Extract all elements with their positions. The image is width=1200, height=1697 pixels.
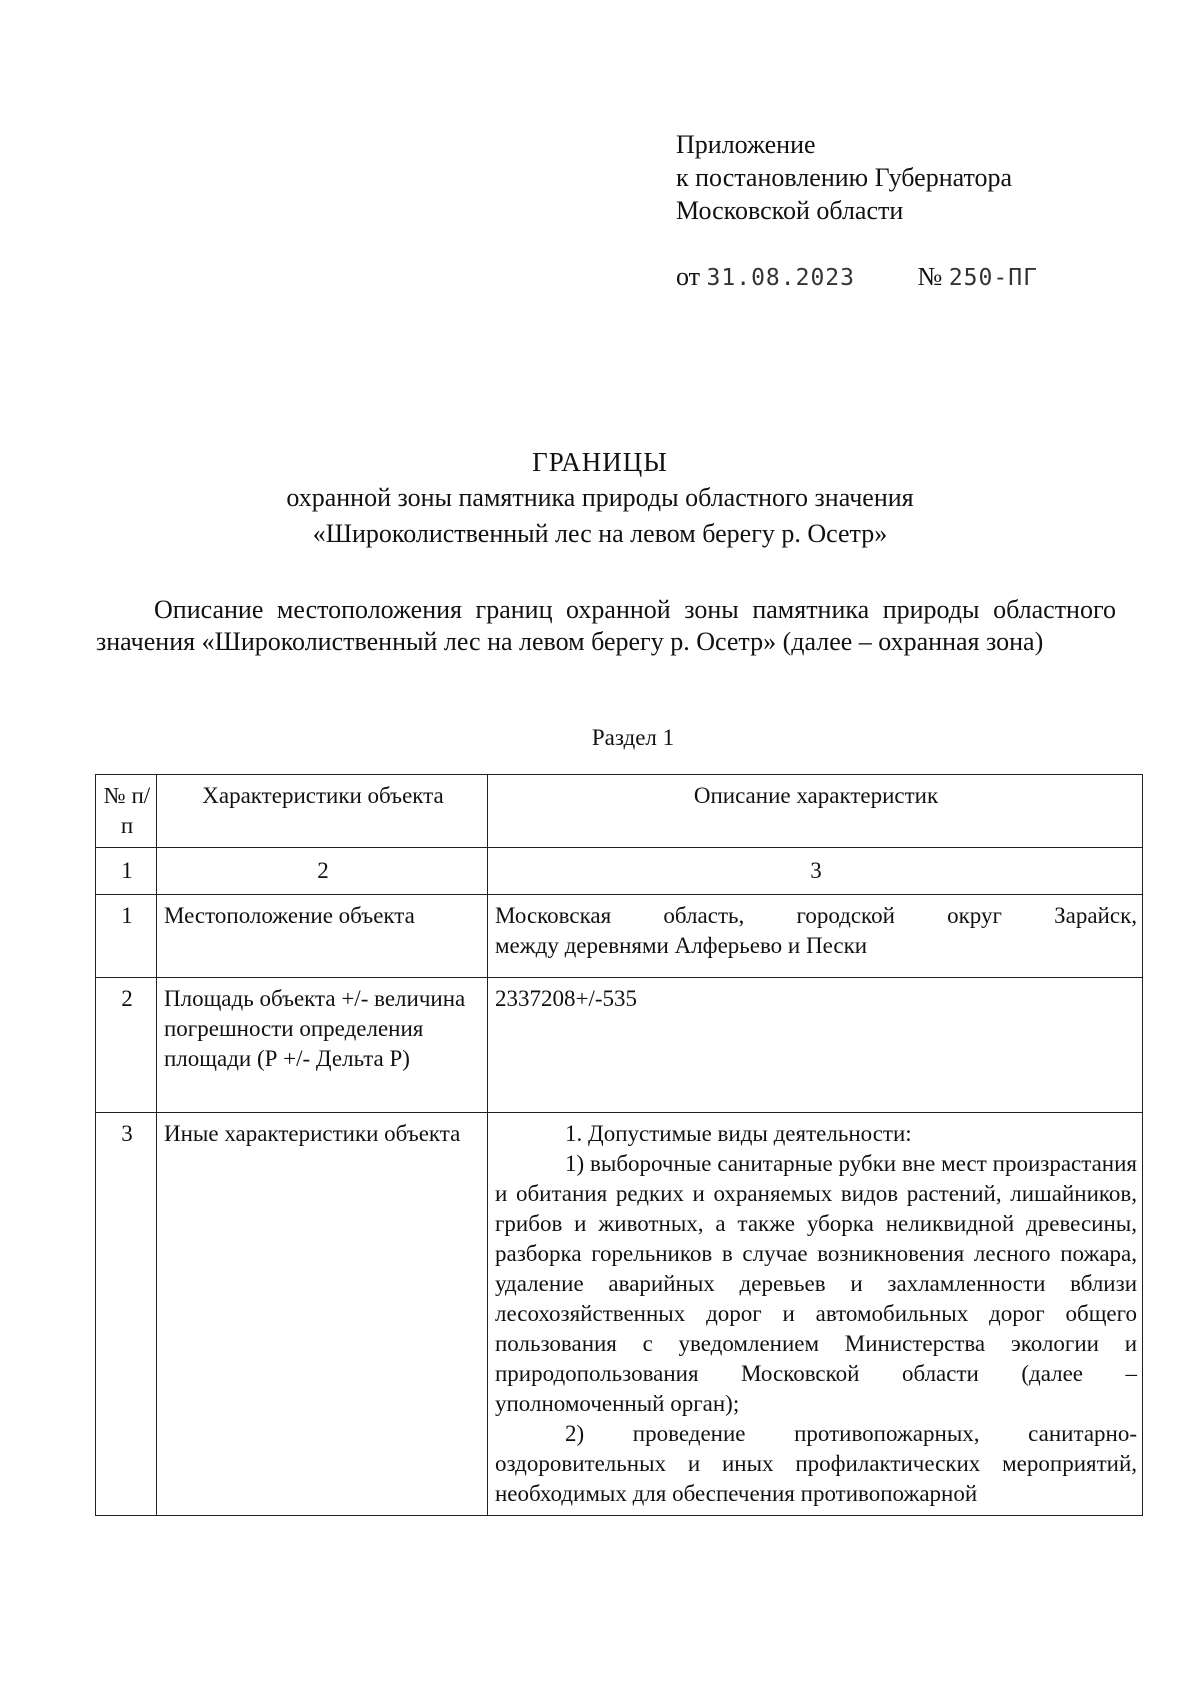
decree-date: 31.08.2023 [706, 265, 856, 291]
title-line: «Широколиственный лес на левом берегу р. Осетр» [312, 519, 888, 548]
header-description: Описание характеристик [488, 775, 1143, 848]
row-characteristic: Площадь объекта +/- величина погрешности определения площади (Р +/- Дельта Р) [157, 978, 488, 1113]
activities-heading: 1. Допустимые виды деятельности: [565, 1121, 912, 1146]
description-line [495, 901, 1137, 931]
word: Московская [495, 903, 612, 928]
word: область, [663, 903, 745, 928]
column-number: 3 [488, 848, 1143, 895]
row-number: 3 [96, 1113, 157, 1516]
description-line: между деревнями Алферьево и Пески [495, 933, 868, 958]
word: Зарайск, [1054, 903, 1137, 928]
characteristics-table [95, 774, 1143, 1516]
word: городской [796, 903, 895, 928]
header-number: № п/п [96, 775, 157, 848]
appendix-note [676, 128, 1012, 227]
row-description [488, 895, 1143, 978]
decree-number: 250-ПГ [948, 265, 1038, 291]
title-line: охранной зоны памятника природы областного значения [286, 483, 914, 512]
column-numbers-row [96, 848, 1143, 895]
table-row [96, 978, 1143, 1113]
appendix-line: Московской области [676, 196, 904, 225]
row-description [488, 1113, 1143, 1516]
number-sign: № [917, 262, 943, 291]
column-number: 2 [157, 848, 488, 895]
section-label: Раздел 1 [591, 725, 675, 750]
row-characteristic: Иные характеристики объекта [157, 1113, 488, 1516]
row-description: 2337208+/-535 [488, 978, 1143, 1113]
row-number: 1 [96, 895, 157, 978]
table-row [96, 1113, 1143, 1516]
table-header-row [96, 775, 1143, 848]
appendix-line: к постановлению Губернатора [676, 163, 1013, 192]
document-title [100, 444, 1100, 552]
location-description: Описание местоположения границ охранной зоны памятника природы областного значения «Широколиственный лес на левом берегу р. Осетр» (далее – охранная зона) [96, 595, 1116, 656]
table-row [96, 895, 1143, 978]
activity-item: 1) выборочные санитарные рубки вне мест произрастания и обитания редких и охраняемых видов растений, лишайников, грибов и животных, а также уборка неликвидной древесины, разборка горельников в случае возникновения лесного пожара, удаление аварийных деревьев и захламленности вблизи лесохозяйственных дорог и автомобильных дорог общего пользования с уведомлением Министерства экологии и природопользования Московской области (далее – уполномоченный орган); [495, 1151, 1137, 1416]
activity-item: 2) проведение противопожарных, санитарно-оздоровительных и иных профилактических мероприятий, необходимых для обеспечения противопожарной [495, 1421, 1137, 1506]
row-characteristic: Местоположение объекта [157, 895, 488, 978]
row-number: 2 [96, 978, 157, 1113]
title-main: ГРАНИЦЫ [532, 447, 668, 477]
header-characteristic: Характеристики объекта [157, 775, 488, 848]
column-number: 1 [96, 848, 157, 895]
decree-reference [676, 262, 1038, 292]
appendix-line: Приложение [676, 130, 816, 159]
word: округ [947, 903, 1002, 928]
date-prefix: от [676, 262, 701, 291]
